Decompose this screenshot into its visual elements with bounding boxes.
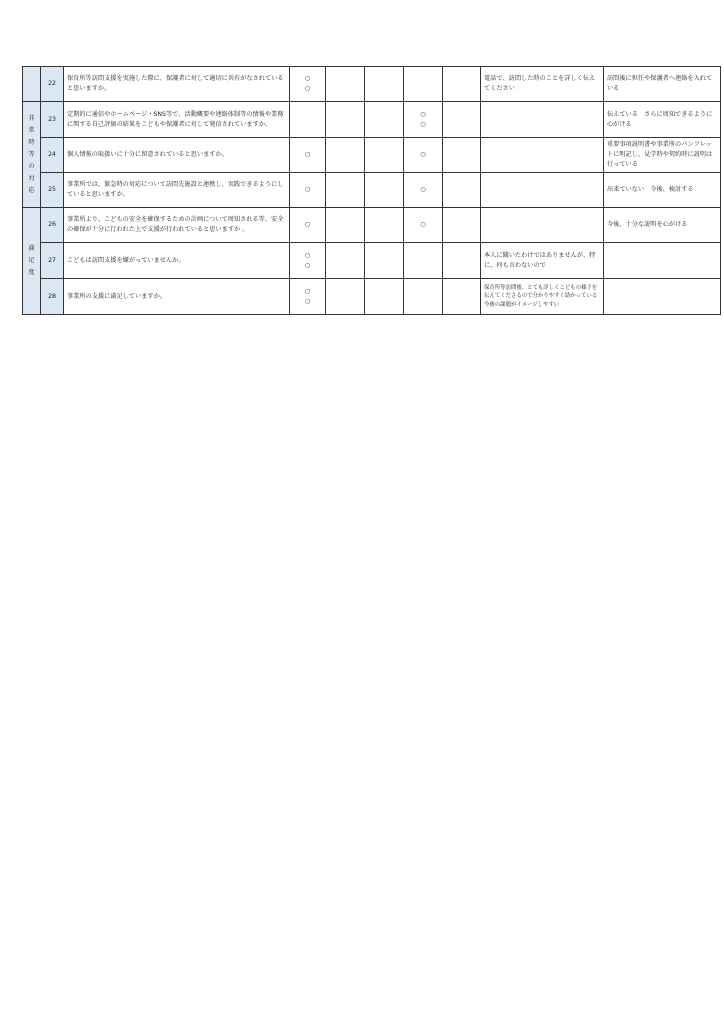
circle-mark-icon: ○ [420,151,426,158]
question-number: 24 [41,138,64,173]
answer-mark-cell [404,279,443,315]
question-number: 28 [41,279,64,315]
answer-mark-cell [443,173,481,208]
table-row [23,279,721,315]
circle-mark-icon: ○ [304,151,311,158]
facility-response: 今後、十分な説明を心がける [604,208,721,243]
category-cell [23,102,41,208]
question-text: 事業所の支援に満足していますか。 [64,279,290,315]
table-row [23,102,721,138]
answer-mark-cell [404,138,443,173]
answer-mark-cell [404,173,443,208]
circle-mark-icon: ○ [304,75,311,82]
question-number: 25 [41,173,64,208]
answer-mark-cell [443,67,481,102]
question-number: 22 [41,67,64,102]
circle-mark-icon: ○ [304,85,311,92]
table-row [23,67,721,102]
answer-mark-cell [326,279,365,315]
answer-mark-cell [326,243,365,279]
guardian-comment [481,102,604,138]
facility-response: 訪問後に担任や保護者へ連絡を入れている [604,67,721,102]
circle-mark-icon: ○ [304,261,311,269]
circle-mark-icon: ○ [420,221,426,228]
answer-mark-cell [326,173,365,208]
answer-mark-cell [290,243,326,279]
question-text: 保育所等訪問支援を実施した際に、保護者に対して適切に共有がなされていると思いますか。 [64,67,290,102]
answer-mark-cell [443,243,481,279]
question-text: 個人情報の取扱いに十分に留意されていると思いますか。 [64,138,290,173]
table-row [23,173,721,208]
answer-mark-cell [443,279,481,315]
answer-mark-cell [365,208,404,243]
survey-table [22,66,721,315]
question-text: 事業所では、緊急時の対応について訪問先施設と連携し、実践できるようにしていると思いますか。 [64,173,290,208]
answer-mark-cell [365,173,404,208]
facility-response: 伝えている さらに周知できるように心がける [604,102,721,138]
question-text: 事業所より、こどもの安全を確保するための計画について周知される等、安全の確保が十分に行われた上で支援が行われていると思いますか 。 [64,208,290,243]
answer-mark-cell [290,279,326,315]
circle-mark-icon: ○ [304,186,311,193]
answer-mark-cell [326,67,365,102]
table-row [23,243,721,279]
guardian-comment: 電話で、訪問した時のことを詳しく伝えてください [481,67,604,102]
guardian-comment: 保育所等訪問後、とても詳しくこどもの様子を伝えてくださるので分かりやすく助かっている 今後の課題がイメージしやすい [481,279,604,315]
answer-mark-cell [404,67,443,102]
answer-mark-cell [443,138,481,173]
answer-mark-cell [290,208,326,243]
circle-mark-icon: ○ [304,287,311,295]
category-label: 非常時等の対応 [28,114,35,194]
circle-mark-icon: ○ [304,251,311,259]
table-row [23,138,721,173]
answer-mark-cell [290,102,326,138]
guardian-comment: 本人に聞いたわけではありませんが、特に、何も言わないので [481,243,604,279]
answer-mark-cell [365,243,404,279]
answer-mark-cell [365,67,404,102]
answer-mark-cell [365,279,404,315]
answer-mark-cell [326,208,365,243]
answer-mark-cell [326,138,365,173]
guardian-comment [481,173,604,208]
answer-mark-cell [290,138,326,173]
guardian-comment [481,208,604,243]
answer-mark-cell [443,102,481,138]
circle-mark-icon: ○ [420,110,426,118]
circle-mark-icon: ○ [304,297,311,305]
answer-mark-cell [365,102,404,138]
answer-mark-cell [290,173,326,208]
answer-mark-cell [290,67,326,102]
facility-response [604,243,721,279]
question-text: 定期的に通信やホームページ・SNS等で、活動概要や連絡体制等の情報や業務に関する自己評価の結果をこどもや保護者に対して発信されていますか。 [64,102,290,138]
question-text: こどもは訪問支援を嫌がっていませんか。 [64,243,290,279]
answer-mark-cell [404,243,443,279]
category-cell [23,67,41,102]
question-number: 23 [41,102,64,138]
answer-mark-cell [326,102,365,138]
category-label: 満足度 [28,245,35,276]
answer-mark-cell [404,208,443,243]
facility-response [604,279,721,315]
category-cell [23,208,41,315]
guardian-comment [481,138,604,173]
answer-mark-cell [443,208,481,243]
answer-mark-cell [404,102,443,138]
answer-mark-cell [365,138,404,173]
facility-response: 出来ていない 今後、検討する [604,173,721,208]
facility-response: 重要事項説明書や事業所のパンフレットに明記し、見学時や契約時に説明は行っている [604,138,721,173]
circle-mark-icon: ○ [420,120,426,128]
circle-mark-icon: ○ [420,186,426,193]
question-number: 27 [41,243,64,279]
table-row [23,208,721,243]
question-number: 26 [41,208,64,243]
circle-mark-icon: ○ [304,221,311,228]
